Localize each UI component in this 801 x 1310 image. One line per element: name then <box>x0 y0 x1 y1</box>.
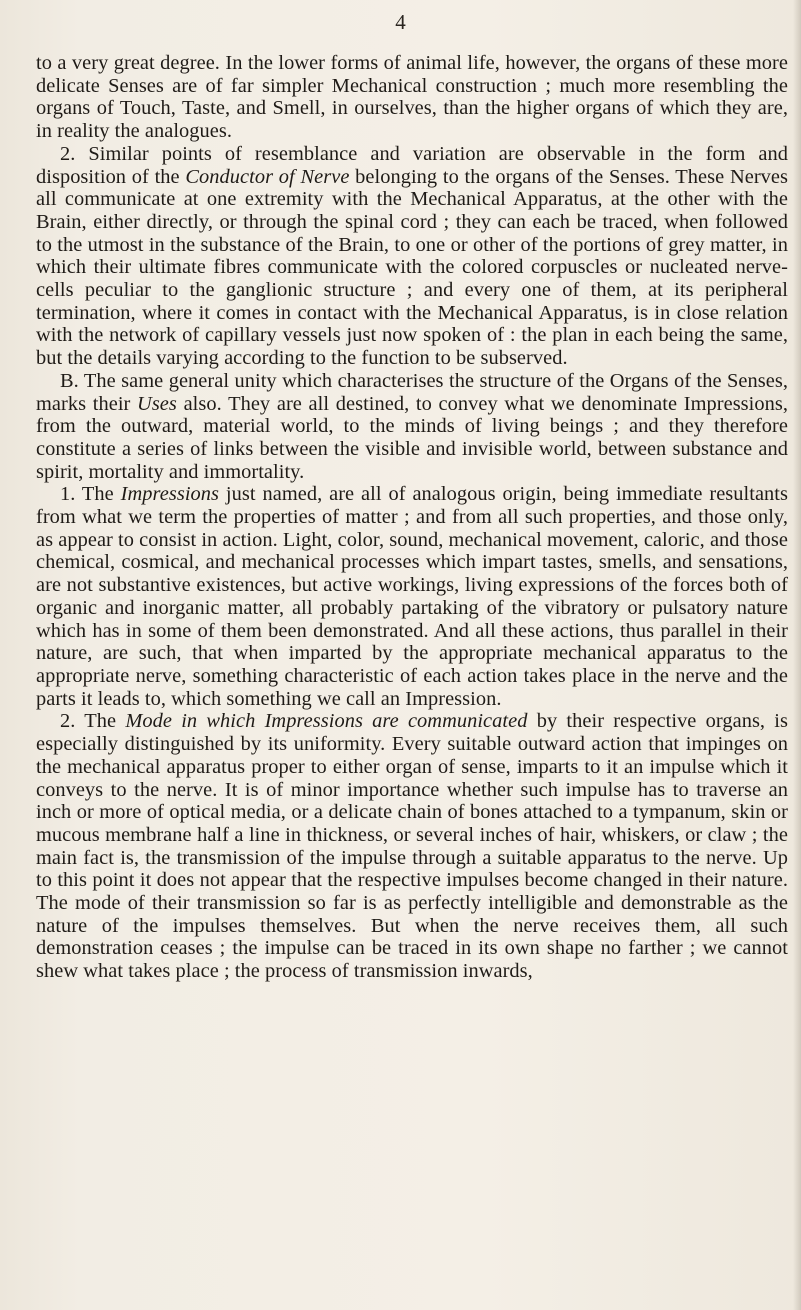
italic-phrase: Impressions <box>120 483 220 506</box>
paragraph <box>36 143 788 370</box>
text-run: belonging to the organs of the Senses. These Nerves all communicate at one extremity with the Mechanical Apparatus, at the other with the Brain, either directly, or through the spinal cord ; they can each be traced, when followed to the utmost in the substance of the Brain, to one or other of the portions of grey matter, in which their ultimate fibres communicate with the colored corpuscles or nucleated nerve-cells peculiar to the ganglionic structure ; and every one of them, at its peripheral termination, where it comes in contact with the Mechanical Apparatus, is in close relation with the network of capillary vessels just now spoken of : the plan in each being the same, but the details varying according to the function to be subserved. <box>36 165 788 370</box>
text-run: 2. The <box>60 710 126 733</box>
body-text <box>36 52 788 983</box>
page-edge-shadow <box>793 0 801 1310</box>
italic-phrase: Conductor of Nerve <box>185 165 350 188</box>
paragraph <box>36 370 788 484</box>
text-run: just named, are all of analogous origin, being immediate resultants from what we term the properties of matter ; and from all such properties, and those only, as appear to consist in action. Light, color, sound, mechanical movement, caloric, and those chemical, cosmical, and mechanical processes which impart tastes, smells, and sensations, are not substantive existences, but active workings, living expressions of the forces both of organic and inorganic matter, all probably partaking of the vibratory or pulsatory nature which has in some of them been demonstrated. And all these actions, thus parallel in their nature, are such, that when imparted by the appropriate mechanical apparatus to the appropriate nerve, something characteristic of each action takes place in the nerve and the parts it leads to, which something we call an Impression. <box>36 483 789 710</box>
text-run: 2. Similar points of resemblance and variation are observable in the form and disposition of the <box>36 142 788 188</box>
paragraph <box>36 52 788 143</box>
italic-phrase: Uses <box>137 392 177 415</box>
text-run: to a very great degree. In the lower forms of animal life, however, the organs of these more delicate Senses are of far simpler Mechanical construction ; much more resembling the organs of Touch, Taste, and Smell, in ourselves, than the higher organs of which they are, in reality the analogues. <box>36 52 788 143</box>
paragraph <box>36 483 788 710</box>
paragraph <box>36 710 788 982</box>
page-number: 4 <box>395 10 406 34</box>
text-run: by their respective organs, is especially distinguished by its uniformity. Every suitable outward action that impinges on the mechanical apparatus proper to either organ of sense, imparts to it an impulse which it conveys to the nerve. It is of minor importance whether such impulse has to traverse an inch or more of optical media, or a delicate chain of bones attached to a tympanum, skin or mucous membrane half a line in thickness, or several inches of hair, whiskers, or claw ; the main fact is, the transmission of the impulse through a suitable apparatus to the nerve. Up to this point it does not appear that the respective impulses become changed in their nature. The mode of their transmission so far is as perfectly intelligible and demonstrable as the nature of the impulses themselves. But when the nerve receives them, all such demonstration ceases ; the impulse can be traced in its own shape no farther ; we cannot shew what takes place ; the process of transmission inwards, <box>36 710 789 983</box>
text-run: B. The same general unity which characterises the structure of the Organs of the Senses, marks their <box>36 369 788 415</box>
italic-phrase: Mode in which Impressions are communicated <box>125 710 528 733</box>
text-run: also. They are all destined, to convey what we denominate Impressions, from the outward, material world, to the minds of living beings ; and they therefore constitute a series of links between the visible and invisible world, between substance and spirit, mortality and immortality. <box>36 392 788 483</box>
text-run: 1. The <box>60 483 121 506</box>
